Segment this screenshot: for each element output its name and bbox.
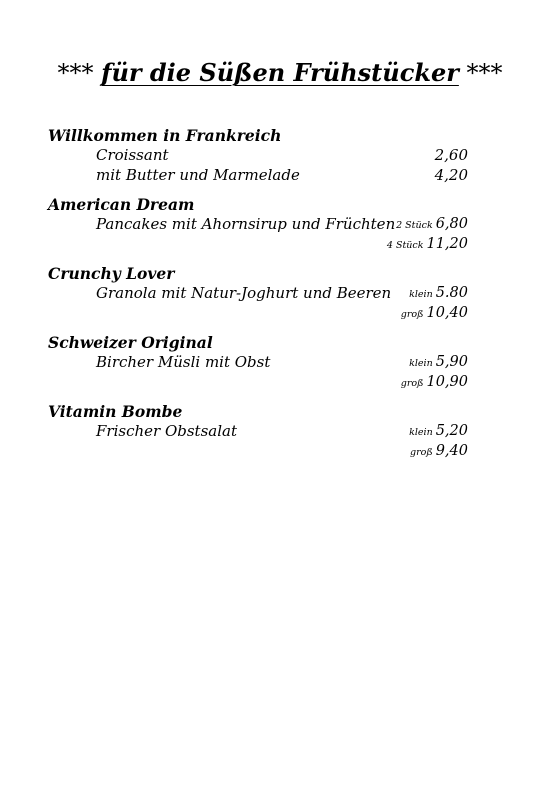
price-value: 10,90 — [426, 374, 468, 390]
section-title: American Dream — [48, 195, 195, 214]
item-price — [435, 165, 468, 185]
menu-item-row — [48, 441, 488, 461]
portion-size: groß — [400, 309, 424, 320]
price-value: 11,20 — [426, 236, 468, 252]
price-value: 5.80 — [435, 285, 468, 301]
section-title: Willkommen in Frankreich — [48, 126, 282, 145]
price-value: 10,40 — [426, 305, 468, 321]
menu-section — [48, 126, 488, 185]
title-stars-right: *** — [466, 59, 503, 87]
item-price — [396, 214, 468, 236]
item-description: mit Butter und Marmelade — [96, 166, 300, 184]
price-value: 9,40 — [435, 443, 468, 459]
portion-size: groß — [410, 447, 433, 458]
price-value: 2,60 — [434, 146, 468, 164]
menu-section — [48, 195, 488, 254]
menu-item-row — [48, 372, 488, 392]
item-price — [410, 441, 468, 463]
item-description: Croissant — [96, 146, 169, 164]
item-description: Frischer Obstsalat — [96, 422, 237, 440]
menu-item-row — [48, 145, 488, 165]
portion-size: klein — [409, 427, 433, 438]
item-price — [409, 352, 468, 374]
page-title — [0, 58, 560, 87]
title-stars-left: *** — [57, 59, 94, 87]
item-description: Pancakes mit Ahornsirup und Früchten — [96, 215, 396, 233]
portion-size: 2 Stück — [396, 220, 433, 231]
section-title: Crunchy Lover — [48, 264, 175, 283]
item-description: Bircher Müsli mit Obst — [96, 353, 271, 371]
portion-size: klein — [409, 289, 433, 300]
price-value: 5,20 — [435, 423, 468, 439]
portion-size: 4 Stück — [386, 240, 424, 251]
menu-item-row — [48, 303, 488, 323]
menu-section — [48, 264, 488, 323]
section-title: Schweizer Original — [48, 333, 213, 352]
portion-size: groß — [400, 378, 424, 389]
item-price — [401, 303, 468, 325]
item-price — [401, 372, 468, 394]
price-value: 6,80 — [435, 216, 468, 232]
menu-section — [48, 402, 488, 461]
price-value: 5,90 — [435, 354, 468, 370]
menu-item-row — [48, 234, 488, 254]
item-description: Granola mit Natur-Joghurt und Beeren — [96, 284, 392, 302]
menu-item-row — [48, 283, 488, 303]
menu-item-row — [48, 214, 488, 234]
menu-item-row — [48, 352, 488, 372]
price-value: 4,20 — [434, 166, 468, 184]
item-price — [387, 234, 468, 256]
item-price — [409, 421, 468, 443]
menu-section — [48, 333, 488, 392]
menu-item-row — [48, 165, 488, 185]
item-price — [409, 283, 468, 305]
title-text: für die Süßen Frühstücker — [101, 58, 459, 87]
item-price — [435, 145, 468, 165]
menu-item-row — [48, 421, 488, 441]
menu-list — [48, 126, 488, 471]
section-title: Vitamin Bombe — [48, 402, 183, 421]
portion-size: klein — [409, 358, 433, 369]
